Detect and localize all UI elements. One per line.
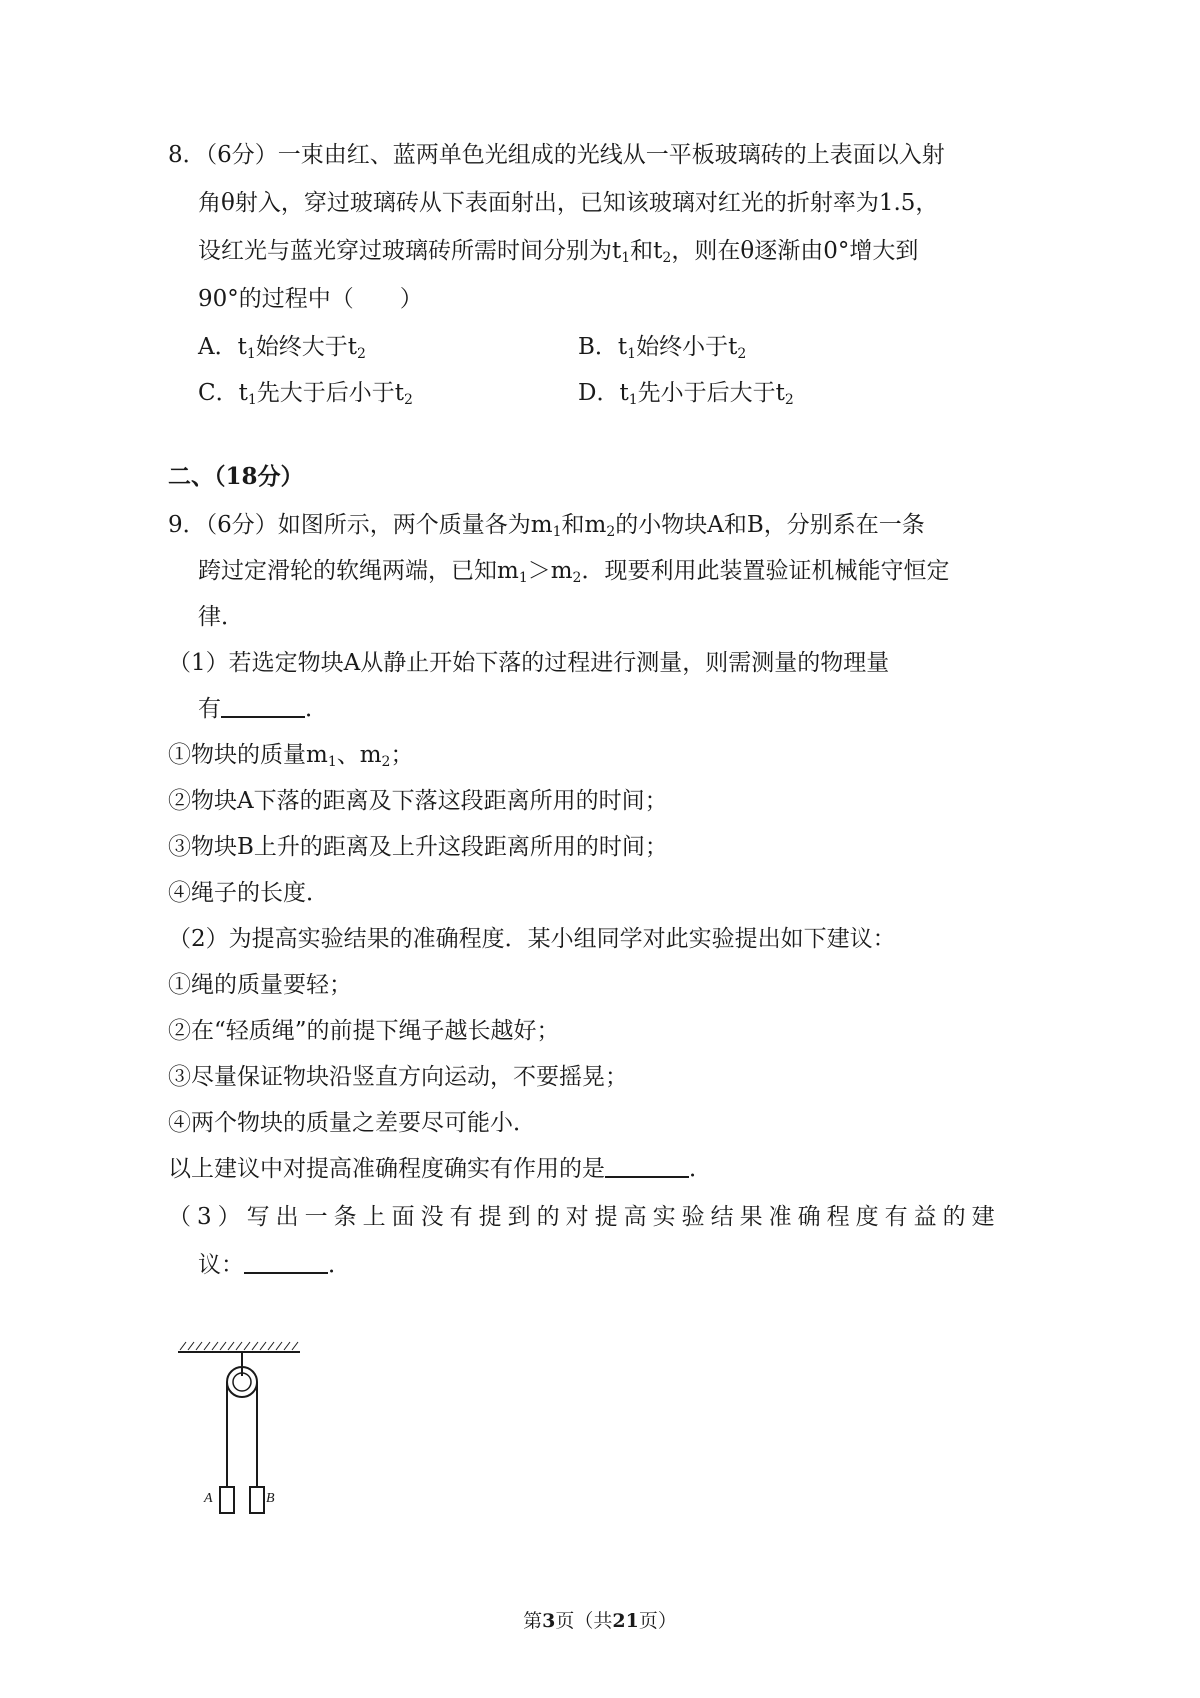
label-b: B (266, 1491, 275, 1506)
q9-part2-question: 以上建议中对提高准确程度确实有作用的是 ． (168, 1156, 712, 1182)
block-a (220, 1487, 234, 1513)
measure-item-4: ④绳子的长度． (168, 880, 329, 906)
page-footer: 第3页（共21页） (523, 1610, 677, 1632)
q8-line-1: 8．（6分）一束由红、蓝两单色光组成的光线从一平板玻璃砖的上表面以入射 (168, 142, 945, 168)
q9-part3-line-1: （3）写出一条上面没有提到的对提高实验结果准确程度有益的建 (168, 1204, 1001, 1230)
q9-part2-line: （2）为提高实验结果的准确程度．某小组同学对此实验提出如下建议： (168, 926, 896, 952)
q9-part3-line-2: 议： ． (198, 1252, 351, 1278)
label-a: A (204, 1491, 213, 1506)
suggestion-3: ③尽量保证物块沿竖直方向运动，不要摇晃； (168, 1064, 628, 1090)
q8-line-4: 90°的过程中（ ） (198, 286, 423, 312)
q8-option-b: B．$t_1$始终小于$t_2$ (578, 334, 747, 362)
q8-option-d: D．$t_1$先小于后大于$t_2$ (578, 380, 794, 408)
q8-option-a: A．$t_1$始终大于$t_2$ (198, 334, 366, 362)
answer-blank-3 (244, 1250, 328, 1274)
section-heading: 二、（18分） (168, 463, 304, 490)
q8-line-3: 设红光与蓝光穿过玻璃砖所需时间分别为$t_1$和$t_2$，则在θ逐渐由0°增大到 (198, 238, 919, 266)
q9-line-3: 律． (198, 604, 244, 630)
measure-item-3: ③物块B上升的距离及上升这段距离所用的时间； (168, 834, 668, 860)
ceiling-hatch (178, 1342, 300, 1352)
measure-item-1: ①物块的质量$m_1$、$m_2$； (168, 742, 414, 770)
pulley-diagram (178, 1340, 318, 1520)
answer-blank-1 (221, 694, 305, 718)
suggestion-1: ①绳的质量要轻； (168, 972, 352, 998)
q9-part1-line-2: 有 ． (198, 696, 328, 722)
q8-line-2: 角θ射入，穿过玻璃砖从下表面射出，已知该玻璃对红光的折射率为1.5， (198, 190, 939, 216)
suggestion-2: ②在“轻质绳”的前提下绳子越长越好； (168, 1018, 560, 1044)
measure-item-2: ②物块A下落的距离及下落这段距离所用的时间； (168, 788, 668, 814)
block-b (250, 1487, 264, 1513)
q9-line-2: 跨过定滑轮的软绳两端，已知$m_1>m_2$．现要利用此装置验证机械能守恒定 (198, 558, 950, 586)
q9-line-1: 9．（6分）如图所示，两个质量各为$m_1$和$m_2$的小物块A和B，分别系在一条 (168, 512, 925, 540)
q8-option-c: C．$t_1$先大于后小于$t_2$ (198, 380, 413, 408)
suggestion-4: ④两个物块的质量之差要尽可能小． (168, 1110, 536, 1136)
q9-part1-line-1: （1）若选定物块A从静止开始下落的过程进行测量，则需测量的物理量 (168, 650, 890, 676)
answer-blank-2 (605, 1154, 689, 1178)
